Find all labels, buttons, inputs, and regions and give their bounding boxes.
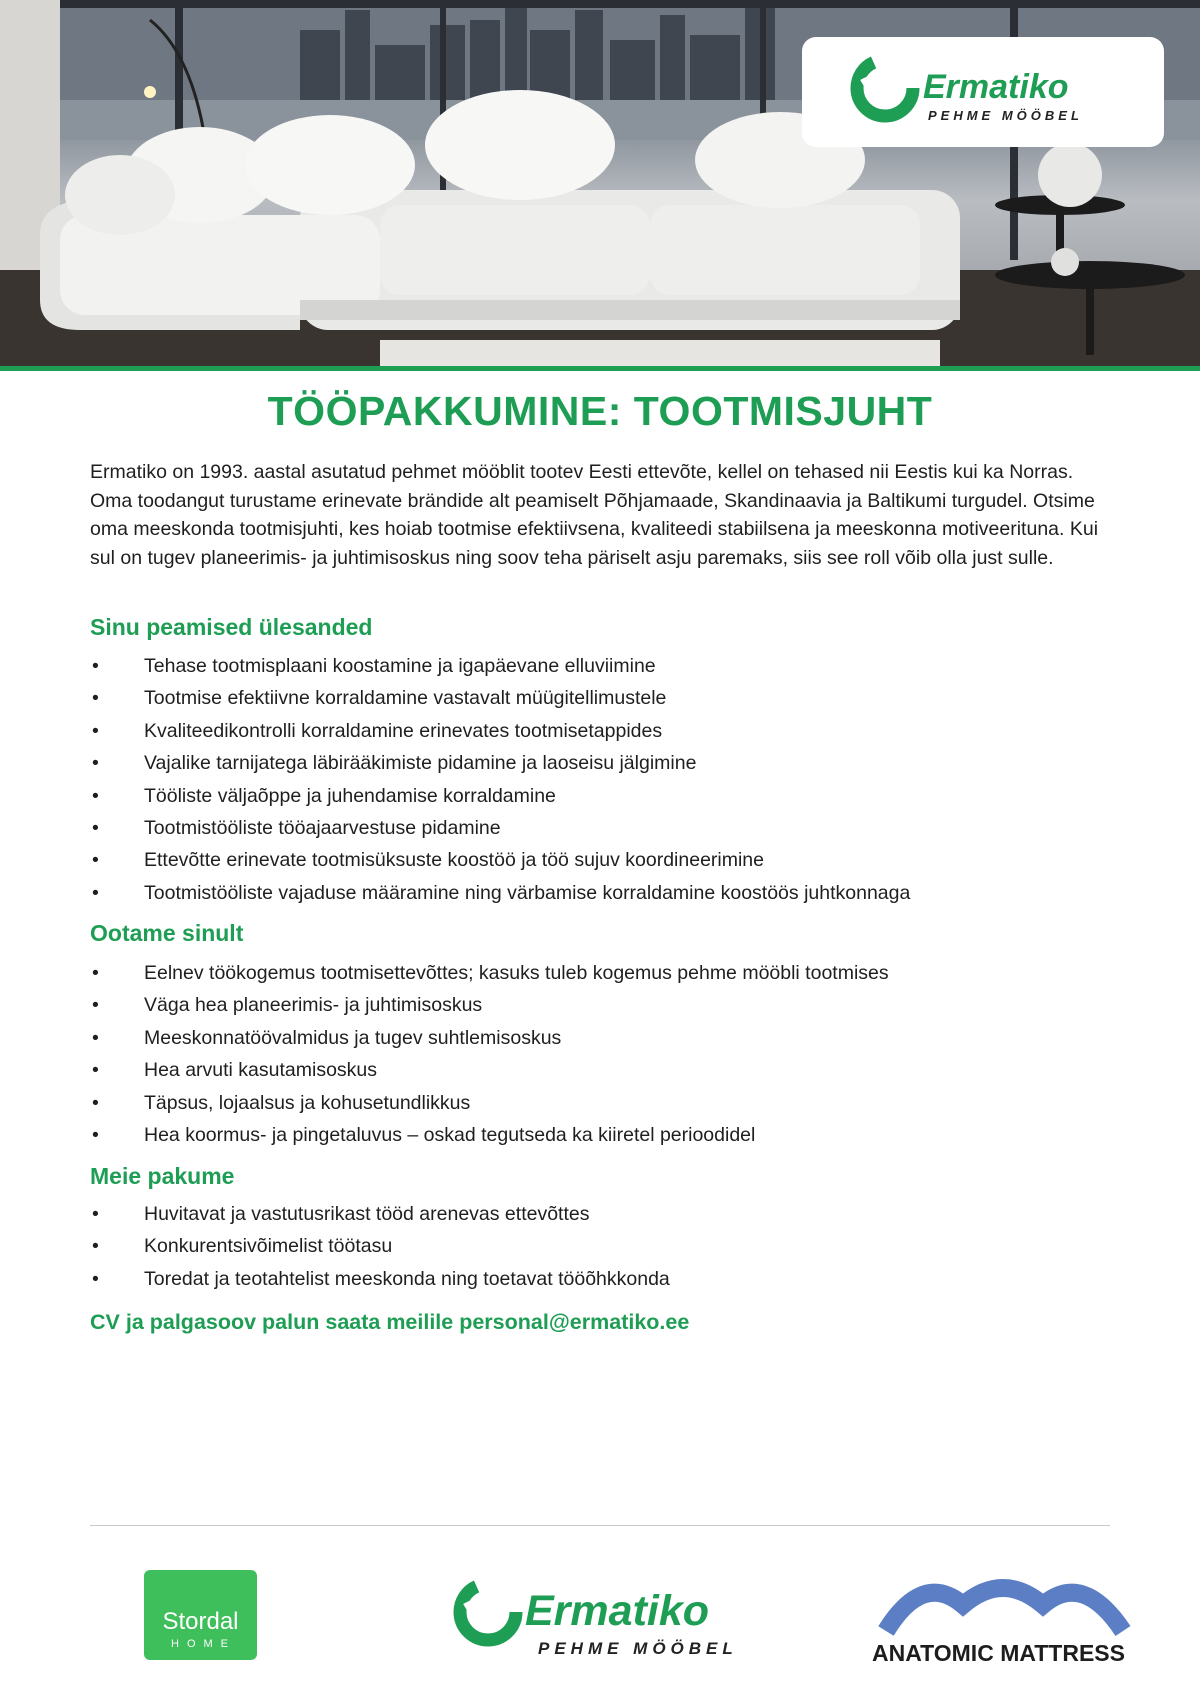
footer-tagline: PEHME MÖÖBEL	[538, 1639, 738, 1658]
list-item: • Hea arvuti kasutamisoskus	[90, 1054, 1130, 1086]
list-item: • Tehase tootmisplaani koostamine ja igapäevane elluviimine	[90, 650, 1130, 682]
bullet: •	[92, 1091, 99, 1114]
bullet: •	[92, 655, 99, 677]
bullet: •	[92, 1235, 99, 1258]
bullet: •	[92, 1267, 99, 1290]
list-item: • Konkurentsivõimelist töötasu	[90, 1230, 1130, 1262]
list-item: • Eelnev töökogemus tootmisettevõttes; kasuks tuleb kogemus pehme mööbli tootmises	[90, 957, 1130, 989]
footer-divider	[90, 1525, 1110, 1526]
bullet: •	[92, 1059, 99, 1082]
list-item: • Tööliste väljaõppe ja juhendamise korraldamine	[90, 780, 1130, 812]
list-item: • Huvitavat ja vastutusrikast tööd arenevas ettevõttes	[90, 1198, 1130, 1230]
ermatiko-swirl-icon	[460, 1584, 516, 1640]
stordal-sub: HOME	[171, 1638, 236, 1650]
ermatiko-swirl-icon	[857, 60, 913, 116]
page-title: TÖÖPAKKUMINE: TOOTMISJUHT	[267, 388, 933, 434]
anatomic-mattress-icon	[878, 1565, 1138, 1637]
bullet: •	[92, 994, 99, 1017]
bullet: •	[92, 687, 99, 710]
list-item: • Vajalike tarnijatega läbirääkimiste pidamine ja laoseisu jälgimine	[90, 747, 1130, 779]
list-item: • Meeskonnatöövalmidus ja tugev suhtlemisoskus	[90, 1022, 1130, 1054]
tasks-list	[90, 650, 1130, 909]
bullet: •	[92, 719, 99, 742]
list-item: • Väga hea planeerimis- ja juhtimisoskus	[90, 989, 1130, 1021]
section-heading-tasks: Sinu peamised ülesanded	[90, 614, 373, 640]
bullet: •	[92, 1123, 99, 1146]
stordal-home-logo	[144, 1570, 257, 1660]
list-item: • Hea koormus- ja pingetaluvus – oskad tegutseda ka kiiretel perioodidel	[90, 1119, 1130, 1151]
bullet: •	[92, 881, 99, 904]
section-heading-offer: Meie pakume	[90, 1163, 235, 1189]
hero-divider-bar	[0, 366, 1200, 371]
ermatiko-footer-logo	[440, 1570, 770, 1670]
list-item: • Tootmistööliste tööajaarvestuse pidamine	[90, 812, 1130, 844]
bullet: •	[92, 849, 99, 872]
logo-wordmark: Ermatiko	[923, 68, 1069, 106]
anatomic-mattress-label: ANATOMIC MATTRESS	[872, 1640, 1125, 1666]
requirements-list	[90, 957, 1130, 1151]
stordal-name: Stordal	[162, 1608, 239, 1635]
footer-wordmark: Ermatiko	[525, 1587, 710, 1635]
bullet: •	[92, 1026, 99, 1049]
section-heading-requirements: Ootame sinult	[90, 920, 244, 946]
list-item: • Tootmise efektiivne korraldamine vastavalt müügitellimustele	[90, 682, 1130, 714]
logo-card	[802, 37, 1164, 147]
list-item: • Ettevõtte erinevate tootmisüksuste koostöö ja töö sujuv koordineerimine	[90, 844, 1130, 876]
list-item: • Toredat ja teotahtelist meeskonda ning toetavat tööõhkkonda	[90, 1263, 1130, 1295]
bullet: •	[92, 962, 99, 984]
hero-image	[0, 0, 1200, 366]
list-item: • Kvaliteedikontrolli korraldamine erinevates tootmisetappides	[90, 715, 1130, 747]
intro-paragraph: Ermatiko on 1993. aastal asutatud pehmet mööblit tootev Eesti ettevõte, kellel on tehased nii Eestis kui ka Norras. Oma toodangut turustame erinevate brändide alt peamiselt Põhjamaade, Skandinaavia ja Baltikumi turgudel. Otsime oma meeskonda tootmisjuhti, kes hoiab tootmise efektiivsena, kvaliteedi stabiilsena ja meeskonna motiveerituna. Kui sul on tugev planeerimis- ja juhtimisoskus ning soov teha päriselt asju paremaks, siis see roll võib olla just sulle.	[90, 461, 1099, 569]
bullet: •	[92, 752, 99, 775]
offer-list	[90, 1198, 1130, 1295]
bullet: •	[92, 816, 99, 839]
bullet: •	[92, 784, 99, 807]
ermatiko-logo	[802, 37, 1164, 147]
list-item: • Täpsus, lojaalsus ja kohusetundlikkus	[90, 1087, 1130, 1119]
cta-email[interactable]: CV ja palgasoov palun saata meilile personal@ermatiko.ee	[90, 1310, 690, 1334]
logo-tagline: PEHME MÖÖBEL	[928, 108, 1083, 123]
list-item: • Tootmistööliste vajaduse määramine ning värbamise korraldamine koostöös juhtkonnaga	[90, 877, 1130, 909]
bullet: •	[92, 1203, 99, 1225]
